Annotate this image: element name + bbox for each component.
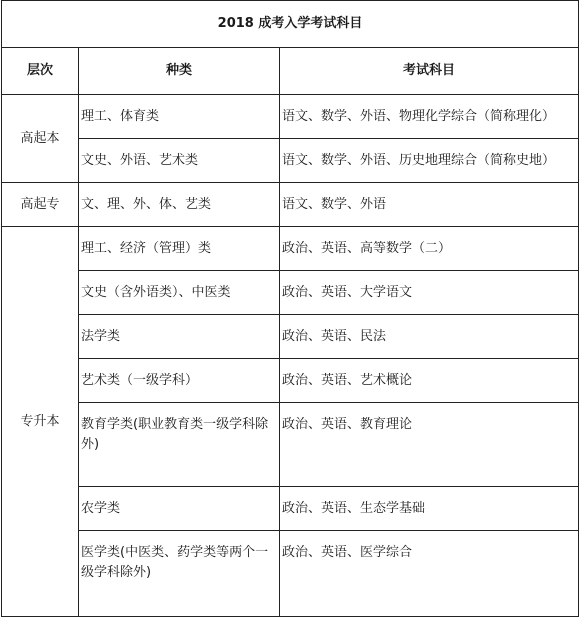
level-cell-zsb: 专升本 <box>2 227 79 617</box>
header-subjects: 考试科目 <box>280 48 579 95</box>
subjects-cell: 语文、数学、外语 <box>280 183 579 227</box>
category-cell: 农学类 <box>79 487 280 531</box>
category-cell: 文史（含外语类）、中医类 <box>79 271 280 315</box>
table-row <box>2 487 579 531</box>
table-row <box>2 183 579 227</box>
category-cell: 文史、外语、艺术类 <box>79 139 280 183</box>
level-cell-gqb: 高起本 <box>2 95 79 183</box>
table-title: 2018 成考入学考试科目 <box>2 1 579 48</box>
subjects-cell: 政治、英语、生态学基础 <box>280 487 579 531</box>
header-category: 种类 <box>79 48 280 95</box>
exam-subjects-table <box>1 0 579 617</box>
subjects-cell: 政治、英语、教育理论 <box>280 403 579 487</box>
category-cell: 文、理、外、体、艺类 <box>79 183 280 227</box>
subjects-cell: 语文、数学、外语、物理化学综合（简称理化） <box>280 95 579 139</box>
category-cell: 教育学类(职业教育类一级学科除外) <box>79 403 280 487</box>
header-row <box>2 48 579 95</box>
subjects-cell: 政治、英语、艺术概论 <box>280 359 579 403</box>
table-row <box>2 271 579 315</box>
category-cell: 理工、经济（管理）类 <box>79 227 280 271</box>
table-row <box>2 531 579 617</box>
subjects-cell: 政治、英语、医学综合 <box>280 531 579 617</box>
header-level: 层次 <box>2 48 79 95</box>
category-cell: 艺术类（一级学科） <box>79 359 280 403</box>
table-row <box>2 315 579 359</box>
subjects-cell: 语文、数学、外语、历史地理综合（简称史地） <box>280 139 579 183</box>
table-row <box>2 227 579 271</box>
table-row <box>2 95 579 139</box>
table-row <box>2 139 579 183</box>
category-cell: 医学类(中医类、药学类等两个一级学科除外) <box>79 531 280 617</box>
level-cell-gqz: 高起专 <box>2 183 79 227</box>
table-row <box>2 403 579 487</box>
table-row <box>2 359 579 403</box>
category-cell: 理工、体育类 <box>79 95 280 139</box>
subjects-cell: 政治、英语、民法 <box>280 315 579 359</box>
subjects-cell: 政治、英语、高等数学（二） <box>280 227 579 271</box>
category-cell: 法学类 <box>79 315 280 359</box>
subjects-cell: 政治、英语、大学语文 <box>280 271 579 315</box>
